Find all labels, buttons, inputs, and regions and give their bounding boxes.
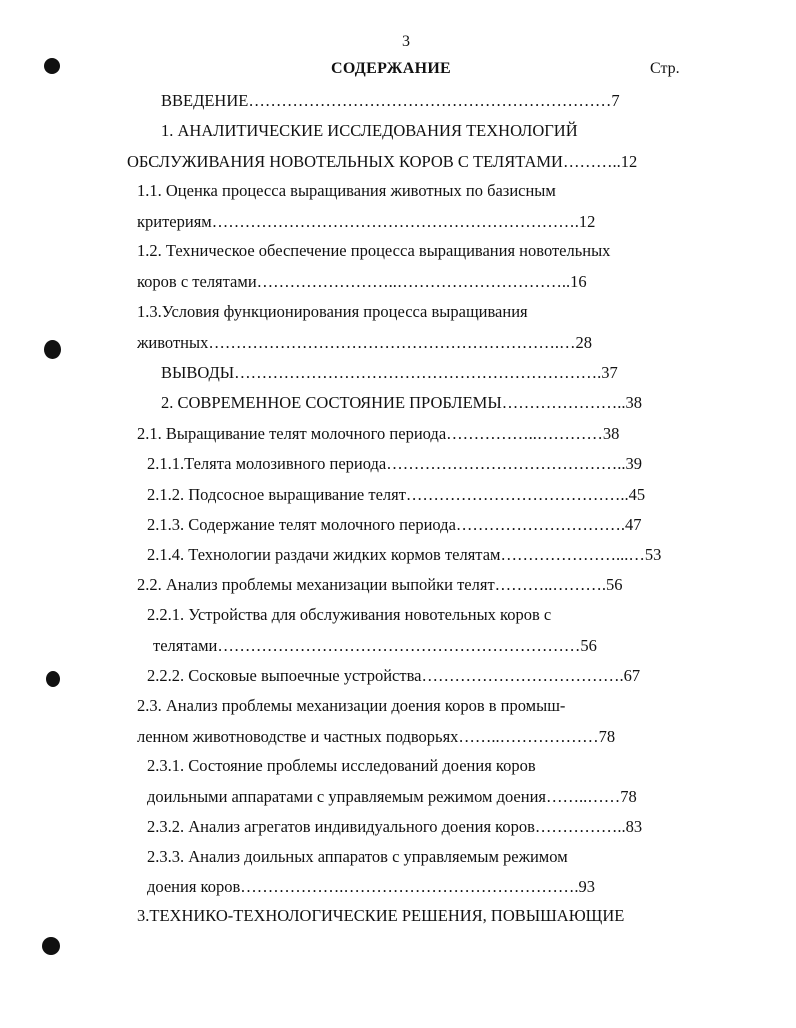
toc-entry: 2.1.3. Содержание телят молочного периода………………………….47 [147,515,642,534]
toc-entry: 2.3.2. Анализ агрегатов индивидуального доения коров……………..83 [147,817,643,836]
toc-entry: доильными аппаратами с управляемым режимом доения……..……78 [147,787,637,806]
punch-hole-mark [42,937,60,955]
toc-entry: 2.3.1. Состояние проблемы исследований доения коров [147,756,536,775]
toc-entry: животных……………………………………………………….…28 [137,333,592,352]
page-number: 3 [402,33,410,50]
toc-entry: доения коров……………….…………………………………….93 [147,877,596,896]
toc-entry: 3.ТЕХНИКО-ТЕХНОЛОГИЧЕСКИЕ РЕШЕНИЯ, ПОВЫШАЮЩИЕ [137,906,625,925]
toc-entry: 2.1.2. Подсосное выращивание телят…………………………………..45 [147,485,646,504]
toc-entry: коров с телятами……………………..…………………………..16 [137,272,587,291]
toc-entry: 2.3.3. Анализ доильных аппаратов с управляемым режимом [147,847,568,866]
toc-entry: 2.2.2. Сосковые выпоечные устройства……………………………….67 [147,666,641,685]
punch-hole-mark [44,58,60,74]
toc-entry: 2.1.1.Телята молозивного периода……………………………………..39 [147,454,642,473]
toc-entry: 2.3. Анализ проблемы механизации доения коров в промыш- [137,696,566,715]
toc-entry: 2.2. Анализ проблемы механизации выпойки телят………..……….56 [137,575,623,594]
toc-entry: 2.2.1. Устройства для обслуживания новотельных коров с [147,605,552,624]
toc-entry: 1.2. Техническое обеспечение процесса выращивания новотельных [137,241,611,260]
toc-entry: 2.1. Выращивание телят молочного периода……………..…………38 [137,424,620,443]
toc-entry: критериям………………………………………………………….12 [137,212,596,231]
toc-entry: ОБСЛУЖИВАНИЯ НОВОТЕЛЬНЫХ КОРОВ С ТЕЛЯТАМИ………..12 [127,152,638,171]
toc-entry: 2.1.4. Технологии раздачи жидких кормов телятам…………………...…53 [147,545,662,564]
toc-entry: 1. АНАЛИТИЧЕСКИЕ ИССЛЕДОВАНИЯ ТЕХНОЛОГИЙ [161,121,578,140]
toc-entry: телятами…………………………………………………………56 [153,636,597,655]
punch-hole-mark [46,671,60,687]
toc-entry: 1.1. Оценка процесса выращивания животных по базисным [137,181,556,200]
toc-entry: 2. СОВРЕМЕННОЕ СОСТОЯНИЕ ПРОБЛЕМЫ…………………..38 [161,393,642,412]
toc-entry: 1.3.Условия функционирования процесса выращивания [137,302,528,321]
page-title: СОДЕРЖАНИЕ [331,60,452,77]
page-column-label: Стр. [650,60,680,77]
punch-hole-mark [44,340,61,359]
toc-entry: ВВЕДЕНИЕ…………………………………………………………7 [161,91,620,110]
toc-entry: ленном животноводстве и частных подворьях……..………………78 [137,727,616,746]
toc-entry: ВЫВОДЫ………………………………………………………….37 [161,363,618,382]
